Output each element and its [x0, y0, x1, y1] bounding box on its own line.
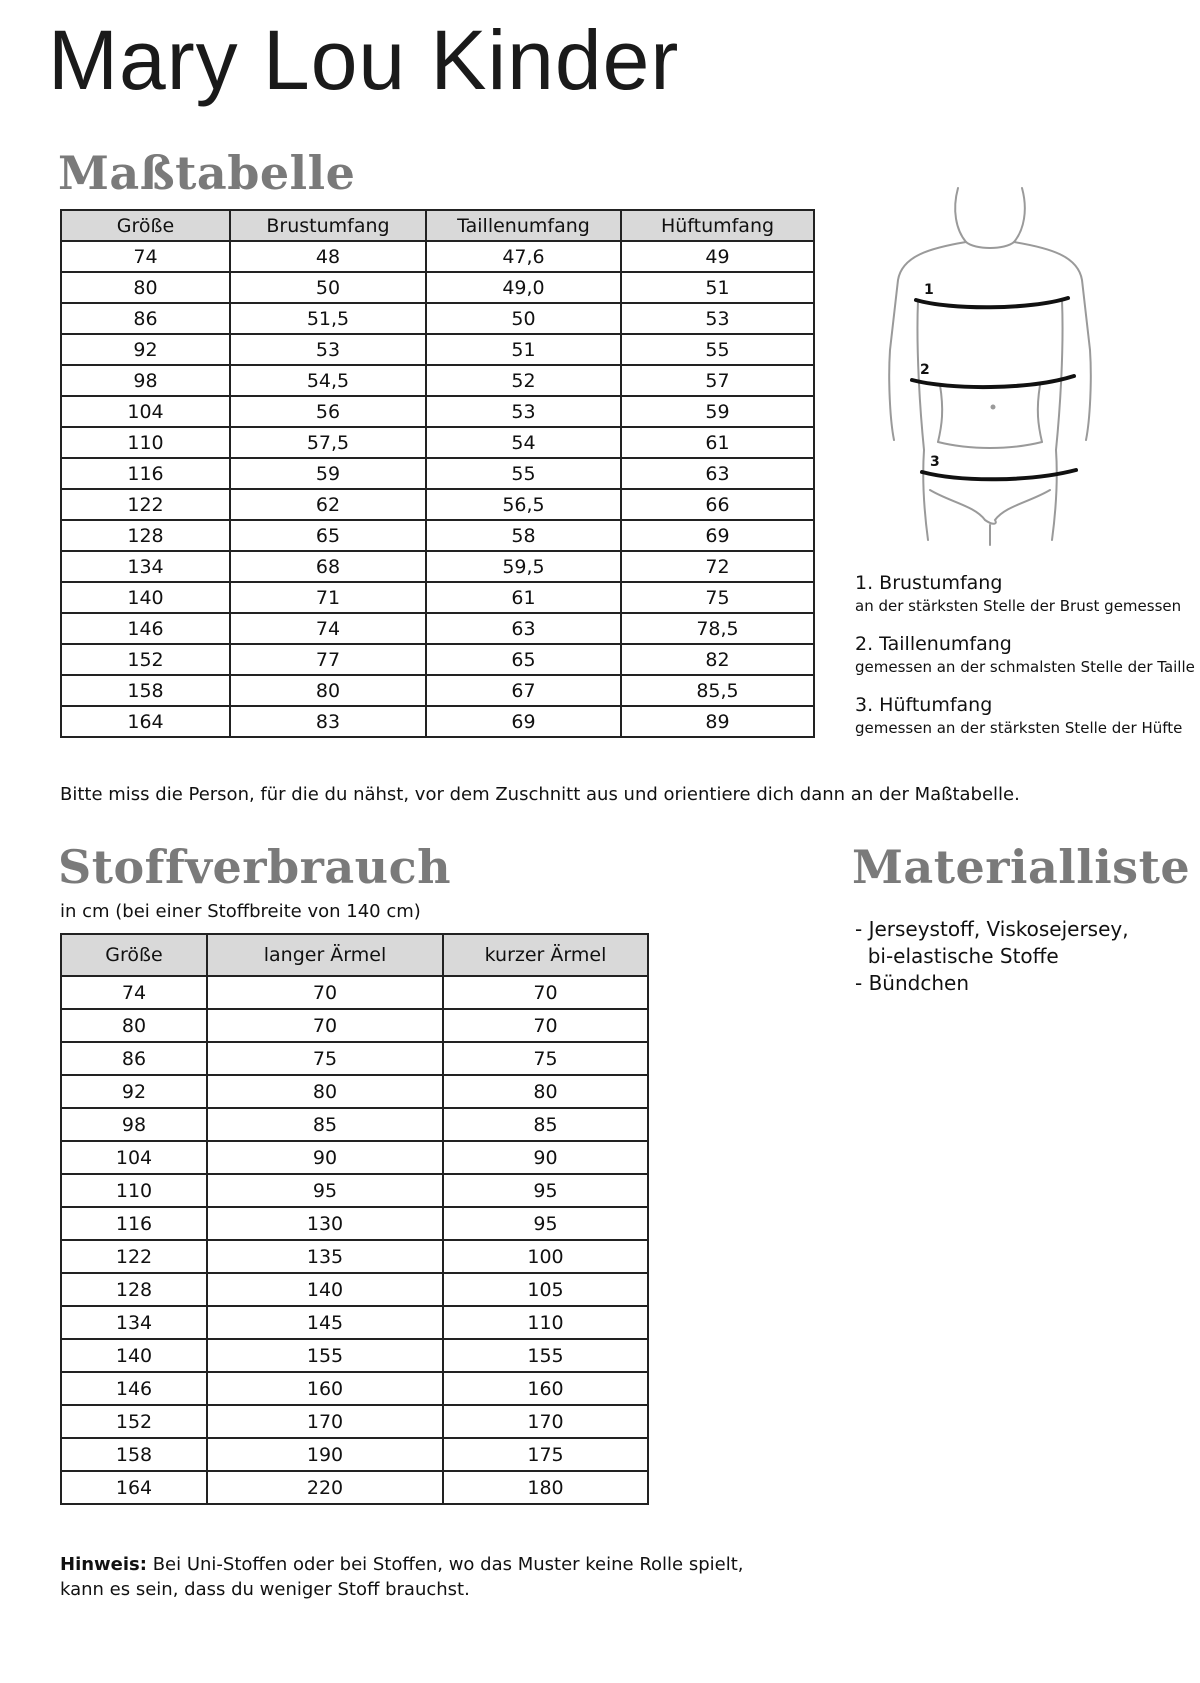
table-cell: 89 — [621, 706, 814, 737]
table-cell: 158 — [61, 1438, 207, 1471]
table-cell: 122 — [61, 489, 230, 520]
table-cell: 134 — [61, 1306, 207, 1339]
table-cell: 158 — [61, 675, 230, 706]
column-header: Größe — [61, 934, 207, 976]
table-cell: 155 — [207, 1339, 443, 1372]
table-cell: 59 — [230, 458, 426, 489]
table-cell: 67 — [426, 675, 621, 706]
table-cell: 110 — [61, 427, 230, 458]
table-cell: 164 — [61, 706, 230, 737]
column-header: Taillenumfang — [426, 210, 621, 241]
table-cell: 128 — [61, 520, 230, 551]
table-row — [61, 1207, 648, 1240]
table-cell: 74 — [61, 241, 230, 272]
table-row — [61, 1240, 648, 1273]
table-cell: 58 — [426, 520, 621, 551]
column-header: Hüftumfang — [621, 210, 814, 241]
table-cell: 48 — [230, 241, 426, 272]
size-table-note: Bitte miss die Person, für die du nähst, vor dem Zuschnitt aus und orientiere dich dann an der Maßtabelle. — [60, 784, 1020, 805]
table-row — [61, 613, 814, 644]
table-cell: 70 — [443, 976, 648, 1009]
table-row — [61, 1174, 648, 1207]
table-cell: 85 — [443, 1108, 648, 1141]
table-cell: 61 — [621, 427, 814, 458]
materials-heading: Materialliste — [852, 840, 1191, 894]
table-cell: 130 — [207, 1207, 443, 1240]
table-cell: 78,5 — [621, 613, 814, 644]
table-row — [61, 675, 814, 706]
fabric-table-subtitle: in cm (bei einer Stoffbreite von 140 cm) — [60, 901, 421, 922]
table-row — [61, 706, 814, 737]
materials-item: - Jerseystoff, Viskosejersey, — [855, 917, 1129, 941]
table-cell: 164 — [61, 1471, 207, 1504]
table-cell: 95 — [443, 1174, 648, 1207]
table-cell: 51 — [426, 334, 621, 365]
table-cell: 104 — [61, 1141, 207, 1174]
table-cell: 65 — [230, 520, 426, 551]
table-cell: 51 — [621, 272, 814, 303]
table-row — [61, 1009, 648, 1042]
table-cell: 74 — [61, 976, 207, 1009]
table-cell: 98 — [61, 1108, 207, 1141]
table-cell: 95 — [443, 1207, 648, 1240]
table-cell: 92 — [61, 1075, 207, 1108]
table-cell: 49 — [621, 241, 814, 272]
column-header: langer Ärmel — [207, 934, 443, 976]
table-cell: 175 — [443, 1438, 648, 1471]
legend-title: 2. Taillenumfang — [855, 633, 1012, 655]
table-row — [61, 1075, 648, 1108]
table-cell: 134 — [61, 551, 230, 582]
table-cell: 57,5 — [230, 427, 426, 458]
table-cell: 77 — [230, 644, 426, 675]
legend-title: 3. Hüftumfang — [855, 694, 993, 716]
table-cell: 53 — [426, 396, 621, 427]
table-cell: 70 — [443, 1009, 648, 1042]
hint-label: Hinweis: — [60, 1554, 147, 1575]
table-cell: 70 — [207, 976, 443, 1009]
table-cell: 116 — [61, 1207, 207, 1240]
waist-measure-line — [912, 376, 1074, 387]
legend-item-waist — [855, 633, 1195, 676]
materials-item: bi-elastische Stoffe — [855, 944, 1059, 968]
figure-shoulder-outline — [889, 242, 966, 440]
fabric-table-heading: Stoffverbrauch — [58, 840, 452, 894]
table-row — [61, 1108, 648, 1141]
table-cell: 140 — [61, 1339, 207, 1372]
figure-marker-3: 3 — [930, 454, 940, 470]
table-cell: 50 — [426, 303, 621, 334]
table-cell: 152 — [61, 1405, 207, 1438]
materials-item: - Bündchen — [855, 971, 969, 995]
table-cell: 75 — [621, 582, 814, 613]
table-cell: 63 — [426, 613, 621, 644]
table-row — [61, 396, 814, 427]
table-cell: 190 — [207, 1438, 443, 1471]
table-row — [61, 241, 814, 272]
table-cell: 69 — [426, 706, 621, 737]
table-row — [61, 1405, 648, 1438]
hint-text: Bei Uni-Stoffen oder bei Stoffen, wo das Muster keine Rolle spielt, kann es sein, dass du weniger Stoff brauchst. — [60, 1554, 744, 1601]
hip-measure-line — [922, 470, 1076, 479]
legend-item-chest — [855, 572, 1195, 615]
table-cell: 59,5 — [426, 551, 621, 582]
table-cell: 160 — [207, 1372, 443, 1405]
table-cell: 86 — [61, 303, 230, 334]
size-table-header — [61, 210, 814, 241]
table-cell: 80 — [61, 272, 230, 303]
table-row — [61, 303, 814, 334]
table-cell: 160 — [443, 1372, 648, 1405]
size-table — [60, 209, 815, 738]
table-cell: 51,5 — [230, 303, 426, 334]
table-cell: 55 — [426, 458, 621, 489]
table-cell: 56,5 — [426, 489, 621, 520]
table-cell: 110 — [443, 1306, 648, 1339]
table-cell: 68 — [230, 551, 426, 582]
table-cell: 63 — [621, 458, 814, 489]
table-cell: 104 — [61, 396, 230, 427]
table-cell: 66 — [621, 489, 814, 520]
table-cell: 59 — [621, 396, 814, 427]
table-cell: 116 — [61, 458, 230, 489]
size-table-heading: Maßtabelle — [58, 146, 356, 200]
table-cell: 105 — [443, 1273, 648, 1306]
table-cell: 122 — [61, 1240, 207, 1273]
table-row — [61, 520, 814, 551]
document-title: Mary Lou Kinder — [48, 13, 680, 107]
table-cell: 47,6 — [426, 241, 621, 272]
table-cell: 57 — [621, 365, 814, 396]
table-cell: 170 — [443, 1405, 648, 1438]
table-cell: 49,0 — [426, 272, 621, 303]
table-cell: 69 — [621, 520, 814, 551]
table-row — [61, 1339, 648, 1372]
table-cell: 128 — [61, 1273, 207, 1306]
table-cell: 152 — [61, 644, 230, 675]
table-row — [61, 489, 814, 520]
table-cell: 56 — [230, 396, 426, 427]
figure-marker-1: 1 — [924, 282, 934, 298]
table-row — [61, 458, 814, 489]
table-cell: 80 — [207, 1075, 443, 1108]
table-row — [61, 1306, 648, 1339]
table-cell: 70 — [207, 1009, 443, 1042]
table-cell: 75 — [443, 1042, 648, 1075]
table-row — [61, 334, 814, 365]
fabric-hint — [60, 1552, 780, 1602]
table-cell: 98 — [61, 365, 230, 396]
table-row — [61, 1438, 648, 1471]
table-cell: 85,5 — [621, 675, 814, 706]
table-row — [61, 1471, 648, 1504]
table-cell: 80 — [61, 1009, 207, 1042]
table-cell: 92 — [61, 334, 230, 365]
table-cell: 71 — [230, 582, 426, 613]
table-cell: 80 — [230, 675, 426, 706]
table-cell: 146 — [61, 613, 230, 644]
chest-measure-line — [916, 298, 1068, 307]
table-cell: 155 — [443, 1339, 648, 1372]
table-cell: 53 — [230, 334, 426, 365]
table-cell: 61 — [426, 582, 621, 613]
table-cell: 75 — [207, 1042, 443, 1075]
table-cell: 74 — [230, 613, 426, 644]
table-cell: 140 — [207, 1273, 443, 1306]
table-row — [61, 582, 814, 613]
column-header: kurzer Ärmel — [443, 934, 648, 976]
legend-description: gemessen an der schmalsten Stelle der Taille — [855, 657, 1195, 676]
table-cell: 100 — [443, 1240, 648, 1273]
table-cell: 85 — [207, 1108, 443, 1141]
fabric-table-header — [61, 934, 648, 976]
table-row — [61, 427, 814, 458]
column-header: Brustumfang — [230, 210, 426, 241]
table-cell: 52 — [426, 365, 621, 396]
figure-neck-outline — [955, 188, 966, 242]
table-row — [61, 1273, 648, 1306]
table-cell: 146 — [61, 1372, 207, 1405]
table-row — [61, 1372, 648, 1405]
table-cell: 72 — [621, 551, 814, 582]
legend-title: 1. Brustumfang — [855, 572, 1003, 594]
legend-description: an der stärksten Stelle der Brust gemessen — [855, 596, 1182, 615]
table-cell: 90 — [443, 1141, 648, 1174]
legend-description: gemessen an der stärksten Stelle der Hüfte — [855, 718, 1183, 737]
table-row — [61, 272, 814, 303]
table-row — [61, 1042, 648, 1075]
table-cell: 145 — [207, 1306, 443, 1339]
column-header: Größe — [61, 210, 230, 241]
figure-marker-2: 2 — [920, 362, 930, 378]
table-cell: 54,5 — [230, 365, 426, 396]
table-cell: 86 — [61, 1042, 207, 1075]
table-cell: 90 — [207, 1141, 443, 1174]
table-cell: 95 — [207, 1174, 443, 1207]
table-cell: 170 — [207, 1405, 443, 1438]
table-cell: 50 — [230, 272, 426, 303]
table-row — [61, 551, 814, 582]
table-cell: 65 — [426, 644, 621, 675]
table-cell: 83 — [230, 706, 426, 737]
table-cell: 110 — [61, 1174, 207, 1207]
legend-item-hip — [855, 694, 1195, 737]
body-measurement-figure — [880, 180, 1100, 550]
fabric-table — [60, 933, 649, 1505]
table-cell: 62 — [230, 489, 426, 520]
table-cell: 55 — [621, 334, 814, 365]
table-cell: 80 — [443, 1075, 648, 1108]
table-cell: 53 — [621, 303, 814, 334]
table-cell: 82 — [621, 644, 814, 675]
table-row — [61, 365, 814, 396]
table-cell: 135 — [207, 1240, 443, 1273]
table-row — [61, 1141, 648, 1174]
table-row — [61, 644, 814, 675]
materials-list — [855, 916, 1175, 997]
table-cell: 220 — [207, 1471, 443, 1504]
table-cell: 54 — [426, 427, 621, 458]
table-cell: 180 — [443, 1471, 648, 1504]
table-cell: 140 — [61, 582, 230, 613]
table-row — [61, 976, 648, 1009]
